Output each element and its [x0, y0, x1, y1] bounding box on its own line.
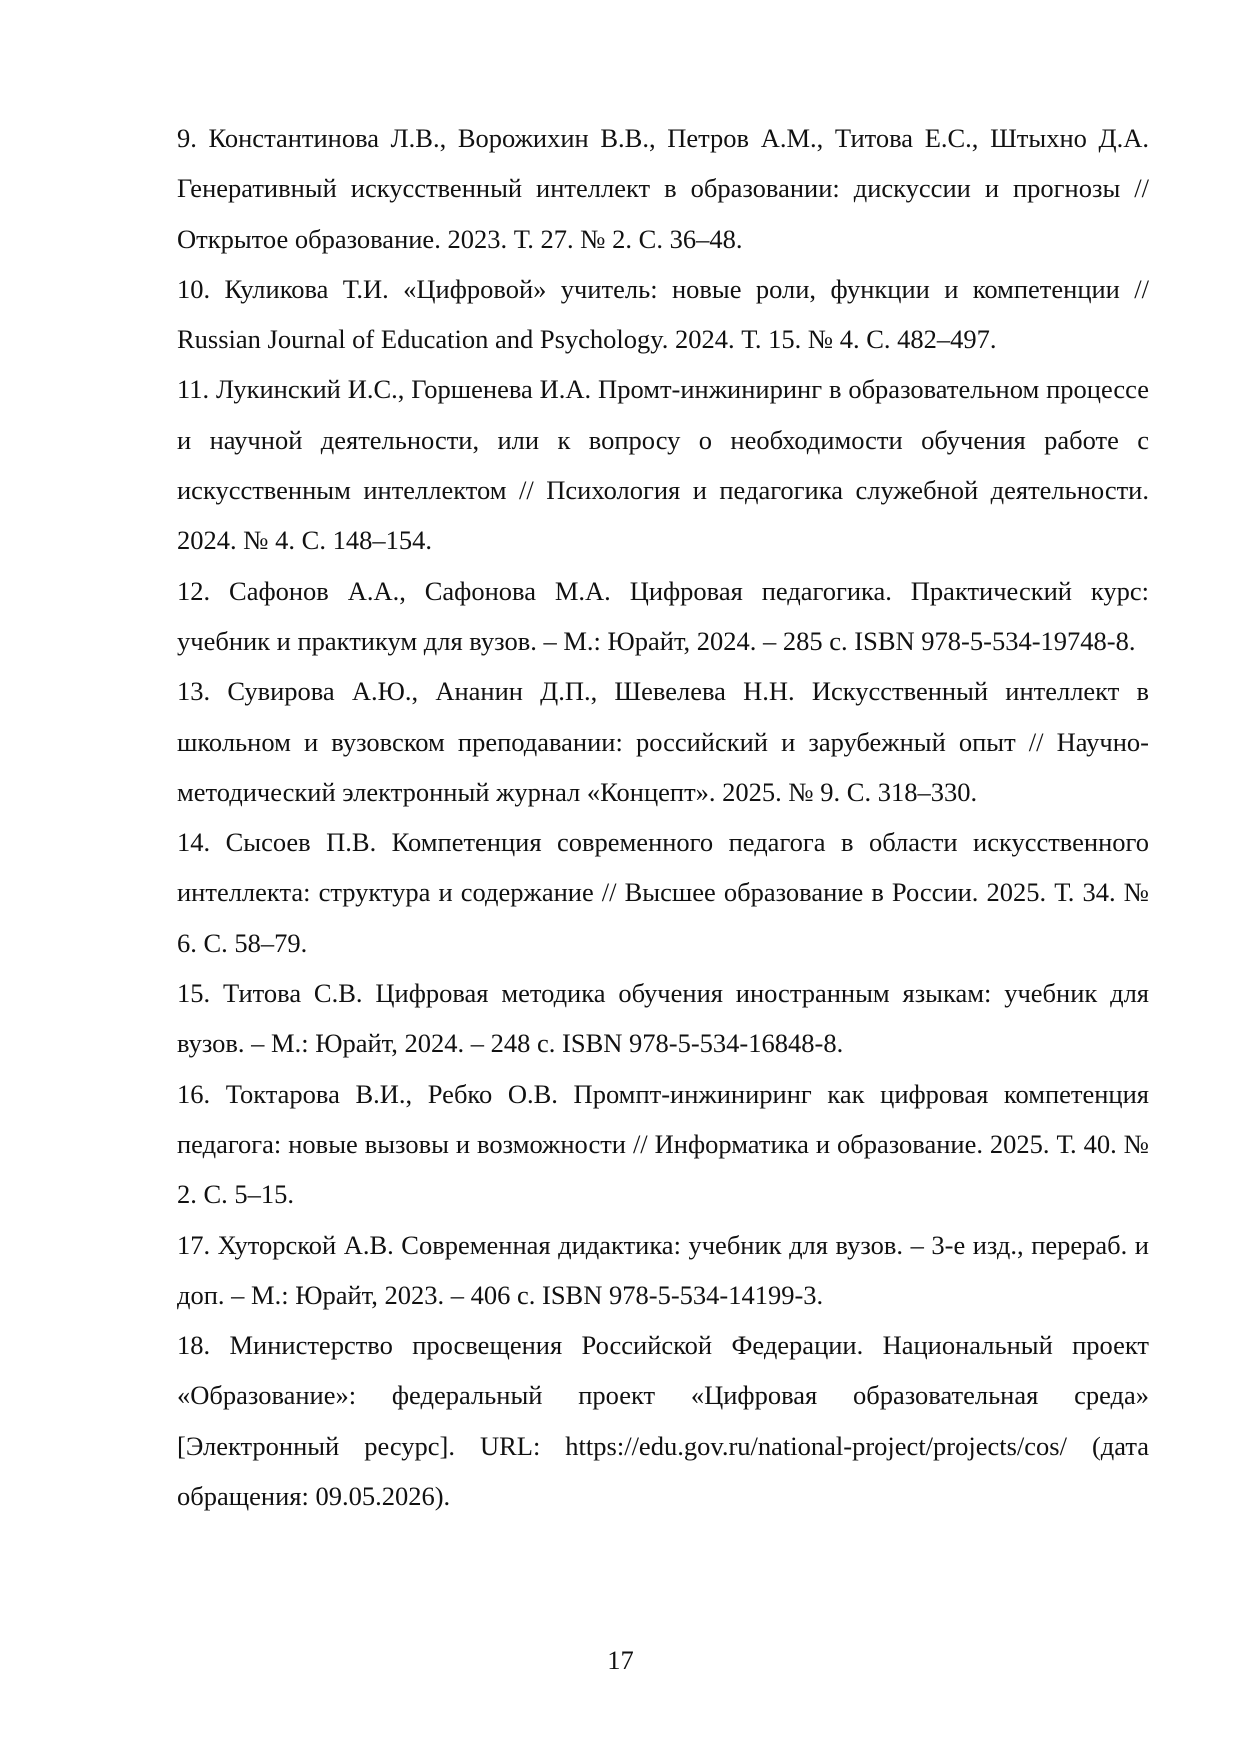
reference-item-16: 16. Токтарова В.И., Ребко О.В. Промпт-инжиниринг как цифровая компетенция педагога: новые вызовы и возможности // Информатика и образование. 2025. Т. 40. № 2. С. 5–15. [177, 1078, 1149, 1210]
reference-item-17: 17. Хуторской А.В. Современная дидактика: учебник для вузов. – 3-е изд., перераб. и доп. – М.: Юрайт, 2023. – 406 с. ISBN 978-5-534-14199-3. [177, 1229, 1149, 1310]
reference-item-18: 18. Министерство просвещения Российской Федерации. Национальный проект «Образование»: федеральный проект «Цифровая образовательная среда» [Электронный ресурс]. URL: https://edu.gov.ru/national-project/projects/cos/ (дата обращения: 09.05.2026). [177, 1330, 1149, 1512]
reference-item-14: 14. Сысоев П.В. Компетенция современного педагога в области искусственного интеллекта: структура и содержание // Высшее образование в России. 2025. Т. 34. № 6. С. 58–79. [177, 827, 1149, 958]
reference-list [177, 113, 1149, 1521]
reference-item-13: 13. Сувирова А.Ю., Ананин Д.П., Шевелева Н.Н. Искусственный интеллект в школьном и вузовском преподавании: российский и зарубежный опыт // Научно-методический электронный журнал «Концепт». 2025. № 9. С. 318–330. [177, 676, 1149, 807]
reference-item-15: 15. Титова С.В. Цифровая методика обучения иностранным языкам: учебник для вузов. – М.: Юрайт, 2024. – 248 с. ISBN 978-5-534-16848-8. [177, 978, 1149, 1059]
page-number: 17 [607, 1645, 634, 1675]
reference-item-9: 9. Константинова Л.В., Ворожихин В.В., Петров А.М., Титова Е.С., Штыхно Д.А. Генеративный искусственный интеллект в образовании: дискуссии и прогнозы // Открытое образование. 2023. Т. 27. № 2. С. 36–48. [177, 123, 1149, 254]
reference-item-11: 11. Лукинский И.С., Горшенева И.А. Промт-инжиниринг в образовательном процессе и научной деятельности, или к вопросу о необходимости обучения работе с искусственным интеллектом // Психология и педагогика служебной деятельности. 2024. № 4. С. 148–154. [177, 374, 1149, 556]
reference-item-12: 12. Сафонов А.А., Сафонова М.А. Цифровая педагогика. Практический курс: учебник и практикум для вузов. – М.: Юрайт, 2024. – 285 с. ISBN 978-5-534-19748-8. [177, 575, 1149, 656]
reference-item-10: 10. Куликова Т.И. «Цифровой» учитель: новые роли, функции и компетенции // Russian Journal of Education and Psychology. 2024. Т. 15. № 4. С. 482–497. [177, 273, 1149, 355]
